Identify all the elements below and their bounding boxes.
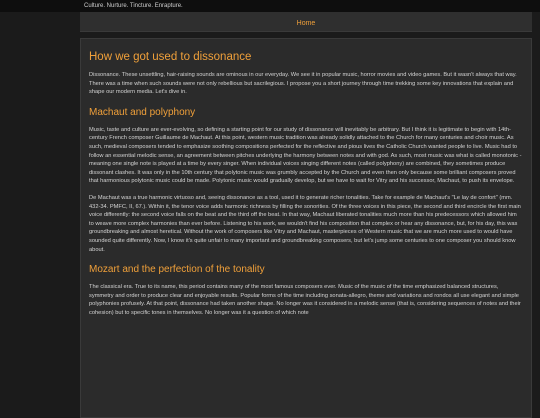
section-heading-machaut: Machaut and polyphony <box>89 106 196 118</box>
article-content <box>80 38 532 418</box>
site-tagline: Culture. Nurture. Tincture. Enrapture. <box>84 3 183 9</box>
article-intro: Dissonance. These unsettling, hair-raising sounds are ominous in our everyday. We see it in popular music, horror movies and video games. But it wasn't always that way. There was a time when such sounds were not only rebellious but sacrilegious. I propose you a short journey through time trekking some key innovations that explain and shape our modern media. Let's dive in. <box>89 72 517 96</box>
section-paragraph: Music, taste and culture are ever-evolving, so defining a starting point for our study of dissonance will inevitably be arbitrary. But I think it is legitimate to begin with 14th-century French composer Guillaume de Machaut. At this point, western music tradition was already solidly attached to the Church for many centuries and choir music. As such, medieval composers tended to emphasize soothing compositions perfected for the reflective and pious lives the Catholic Church wanted people to live. Music had to follow an essential melodic sense, an agreement between pitches underlying the harmony between notes and with god. As such, most music was what is called monotonic - meaning one single note is played at a time by every singer. When individual voices singing different notes (called polyphony) are combined, they sometimes produce dissonant clashes. It was only in the 10th century that polytonic music was grumbly accepted by the Church and even then only because some brilliant composers proved that harmonious polytonic music could be made. Polytonic music would gradually develop, but we have to wait for Vitry and his successor, Machaut, to push its envelope. <box>89 126 522 185</box>
section-paragraph: The classical era. True to its name, this period contains many of the most famous composers ever. Music of the music of the time emphasized balanced structures, symmetry and order to produce clear and enjoyable results. Popular forms of the time including sonata-allegro, theme and variations and rondos all use elegant and simple polyphonies profusely. At that point, dissonance had taken another shape. No longer was it considered in a melodic sense (that is, considering sequences of notes and their cohesion) but to specific tones in themselves. No longer was it a question of which note <box>89 284 521 316</box>
section-heading-mozart: Mozart and the perfection of the tonality <box>89 264 265 276</box>
nav-bar <box>80 12 532 32</box>
section-paragraph: De Machaut was a true harmonic virtuoso and, seeing dissonance as a tool, used it to generate richer tonalities. Take for example de Machaut's "Le lay de confort" (mm. 432-34. PMFC, II, 67.). Within it, the tenor voice adds harmonic richness by filling the sonorities. Of the three voices in this piece, the second and third encircle the first main voice differently: the second voice falls on the beat and the third off the beat. In that way, Machaut liberated tonalities much more than his predecessors which allowed him to weave more complex harmonies than ever before. Listening to his work, we wouldn't find his composition that complex or hear any dissonance, but, for his day, this was groundbreaking and almost heretical. Without the work of composers like Vitry and Machaut, masterpieces of Western music that we are much more used to would have sounded quite differently. Now, I know it's quite unfair to many important and groundbreaking composers, but let's jump some centuries to one composer you should know about. <box>89 194 521 253</box>
article-title: How we got used to dissonance <box>89 51 252 63</box>
nav-home-link[interactable]: Home <box>296 20 316 27</box>
top-bar <box>0 0 540 12</box>
